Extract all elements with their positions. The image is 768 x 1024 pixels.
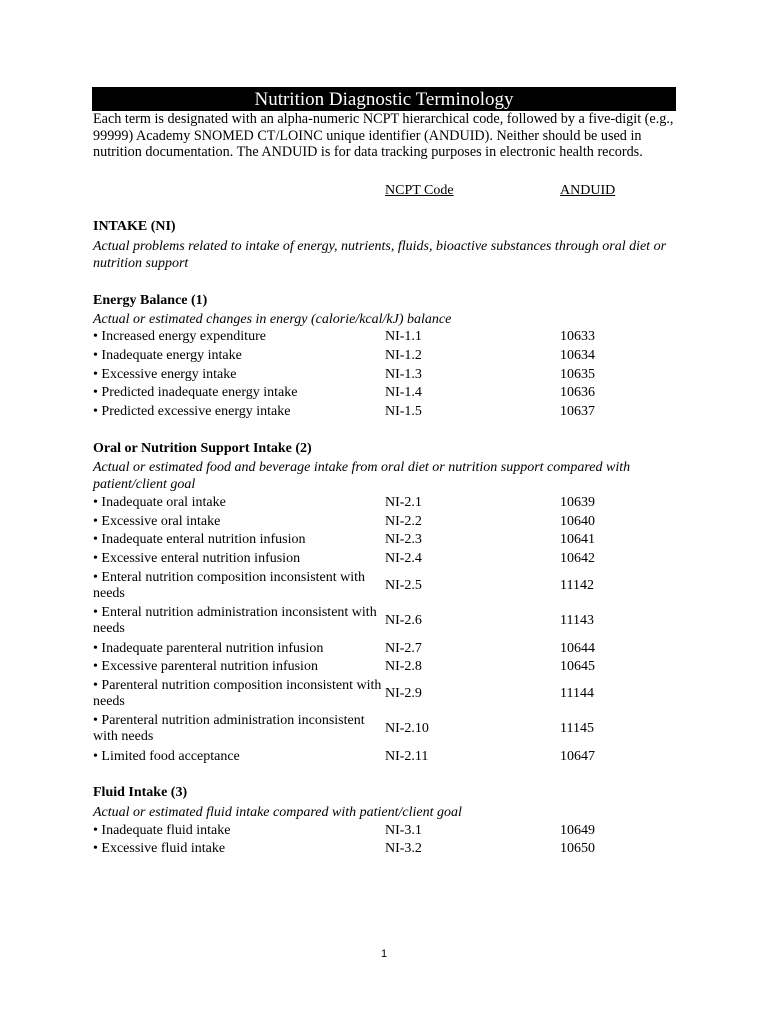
term-code: NI-1.2 <box>385 348 422 363</box>
intro-paragraph: Each term is designated with an alpha-numeric NCPT hierarchical code, followed by a five-digit (e.g., 99999) Academy SNOMED CT/LOINC unique identifier (ANDUID). Neither should be used in nutrition documentation. The ANDUID is for data tracking purposes in electronic health records. <box>93 111 674 161</box>
section-description: Actual or estimated food and beverage intake from oral diet or nutrition support compared with patient/client goal <box>93 460 631 492</box>
term-label: • Limited food acceptance <box>93 749 240 764</box>
term-label: • Parenteral nutrition composition inconsistent with needs <box>93 678 382 709</box>
term-code: NI-2.1 <box>385 495 422 510</box>
term-anduid: 10634 <box>560 348 595 363</box>
domain-heading: INTAKE (NI) <box>93 219 176 234</box>
term-label: • Parenteral nutrition administration inconsistent with needs <box>93 713 365 744</box>
section-description: Actual or estimated changes in energy (calorie/kcal/kJ) balance <box>93 312 452 327</box>
domain-description: Actual problems related to intake of energy, nutrients, fluids, bioactive substances through oral diet or nutrition support <box>93 239 667 271</box>
term-label: • Predicted inadequate energy intake <box>93 385 298 400</box>
term-label: • Excessive enteral nutrition infusion <box>93 551 301 566</box>
term-label: • Enteral nutrition administration inconsistent with needs <box>93 605 377 636</box>
term-label: • Inadequate parenteral nutrition infusion <box>93 641 324 656</box>
term-label: • Predicted excessive energy intake <box>93 404 291 419</box>
term-label: • Excessive oral intake <box>93 514 221 529</box>
term-anduid: 10641 <box>560 532 595 547</box>
column-header-code: NCPT Code <box>385 183 454 198</box>
section-description: Actual or estimated fluid intake compared with patient/client goal <box>93 805 462 820</box>
term-anduid: 10650 <box>560 841 595 856</box>
term-anduid: 10635 <box>560 367 595 382</box>
term-code: NI-1.1 <box>385 329 422 344</box>
term-anduid: 10640 <box>560 514 595 529</box>
term-code: NI-1.3 <box>385 367 422 382</box>
term-anduid: 10639 <box>560 495 595 510</box>
term-anduid: 10642 <box>560 551 595 566</box>
term-label: • Increased energy expenditure <box>93 329 266 344</box>
section-heading: Fluid Intake (3) <box>93 785 188 800</box>
section-heading: Energy Balance (1) <box>93 293 208 308</box>
term-code: NI-2.9 <box>385 686 422 701</box>
term-code: NI-3.1 <box>385 823 422 838</box>
term-anduid: 10647 <box>560 749 595 764</box>
term-code: NI-1.5 <box>385 404 422 419</box>
term-anduid: 11144 <box>560 686 594 701</box>
term-label: • Inadequate energy intake <box>93 348 242 363</box>
term-label: • Enteral nutrition composition inconsistent with needs <box>93 570 366 601</box>
term-code: NI-3.2 <box>385 841 422 856</box>
term-label: • Inadequate enteral nutrition infusion <box>93 532 306 547</box>
column-header-anduid: ANDUID <box>560 183 616 198</box>
term-anduid: 11142 <box>560 578 594 593</box>
term-label: • Excessive fluid intake <box>93 841 226 856</box>
term-code: NI-2.7 <box>385 641 422 656</box>
term-anduid: 10636 <box>560 385 595 400</box>
term-anduid: 10645 <box>560 659 595 674</box>
term-code: NI-2.2 <box>385 514 422 529</box>
page-number: 1 <box>380 948 388 960</box>
term-anduid: 10649 <box>560 823 595 838</box>
term-code: NI-2.8 <box>385 659 422 674</box>
term-code: NI-2.3 <box>385 532 422 547</box>
term-code: NI-2.6 <box>385 613 422 628</box>
term-label: • Excessive energy intake <box>93 367 237 382</box>
term-label: • Inadequate fluid intake <box>93 823 231 838</box>
term-code: NI-2.4 <box>385 551 422 566</box>
term-code: NI-2.10 <box>385 721 429 736</box>
page-title: Nutrition Diagnostic Terminology <box>92 87 676 111</box>
term-label: • Inadequate oral intake <box>93 495 226 510</box>
term-anduid: 10633 <box>560 329 595 344</box>
section-heading: Oral or Nutrition Support Intake (2) <box>93 441 312 456</box>
term-label: • Excessive parenteral nutrition infusion <box>93 659 318 674</box>
term-anduid: 11145 <box>560 721 594 736</box>
term-code: NI-1.4 <box>385 385 422 400</box>
term-anduid: 11143 <box>560 613 594 628</box>
term-code: NI-2.5 <box>385 578 422 593</box>
term-anduid: 10637 <box>560 404 595 419</box>
term-anduid: 10644 <box>560 641 595 656</box>
term-code: NI-2.11 <box>385 749 429 764</box>
